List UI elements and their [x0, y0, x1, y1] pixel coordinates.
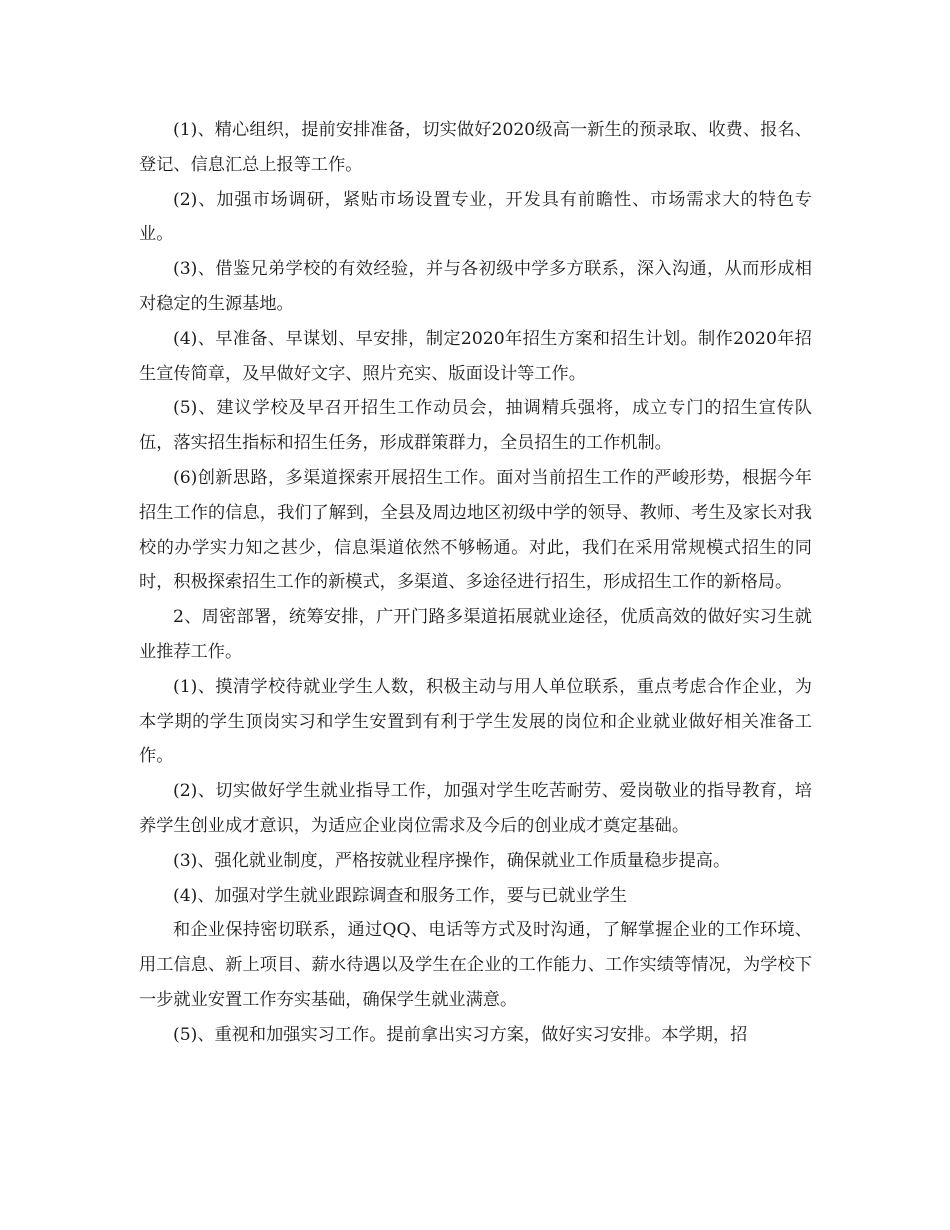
- paragraph-10: (3)、强化就业制度，严格按就业程序操作，确保就业工作质量稳步提高。: [173, 850, 731, 871]
- paragraph-13: (5)、重视和加强实习工作。提前拿出实习方案，做好实习安排。本学期，招: [173, 1024, 748, 1045]
- paragraph-5: (5)、建议学校及早召开招生工作动员会，抽调精兵强将，成立专门的招生宣传队伍，落实招生指标和招生任务，形成群策群力，全员招生的工作机制。: [139, 398, 812, 454]
- paragraph-1: (1)、精心组织，提前安排准备，切实做好2020级高一新生的预录取、收费、报名、登记、信息汇总上报等工作。: [139, 120, 812, 175]
- paragraph-11: (4)、加强对学生就业跟踪调查和服务工作，要与已就业学生: [173, 885, 628, 906]
- paragraph-8: (1)、摸清学校待就业学生人数，积极主动与用人单位联系，重点考虑合作企业，为本学期的学生顶岗实习和学生安置到有利于学生发展的岗位和企业就业做好相关准备工作。: [139, 676, 812, 767]
- paragraph-4: (4)、早准备、早谋划、早安排，制定2020年招生方案和招生计划。制作2020年招生宣传简章，及早做好文字、照片充实、版面设计等工作。: [139, 328, 812, 384]
- paragraph-12: 和企业保持密切联系，通过QQ、电话等方式及时沟通，了解掌握企业的工作环境、用工信息、新上项目、薪水待遇以及学生在企业的工作能力、工作实绩等情况，为学校下一步就业安置工作夯实基础，确保学生就业满意。: [139, 920, 812, 1010]
- paragraph-3: (3)、借鉴兄弟学校的有效经验，并与各初级中学多方联系，深入沟通，从而形成相对稳定的生源基地。: [139, 259, 812, 314]
- paragraph-9: (2)、切实做好学生就业指导工作，加强对学生吃苦耐劳、爱岗敬业的指导教育，培养学生创业成才意识，为适应企业岗位需求及今后的创业成才奠定基础。: [139, 781, 812, 836]
- paragraph-7: 2、周密部署，统筹安排，广开门路多渠道拓展就业途径，优质高效的做好实习生就业推荐工作。: [139, 607, 812, 662]
- document-body: [139, 113, 812, 1053]
- paragraph-2: (2)、加强市场调研，紧贴市场设置专业，开发具有前瞻性、市场需求大的特色专业。: [139, 189, 812, 245]
- paragraph-6: (6)创新思路，多渠道探索开展招生工作。面对当前招生工作的严峻形势，根据今年招生工作的信息，我们了解到，全县及周边地区初级中学的领导、教师、考生及家长对我校的办学实力知之甚少，信息渠道依然不够畅通。对此，我们在采用常规模式招生的同时，积极探索招生工作的新模式，多渠道、多途径进行招生，形成招生工作的新格局。: [139, 467, 812, 593]
